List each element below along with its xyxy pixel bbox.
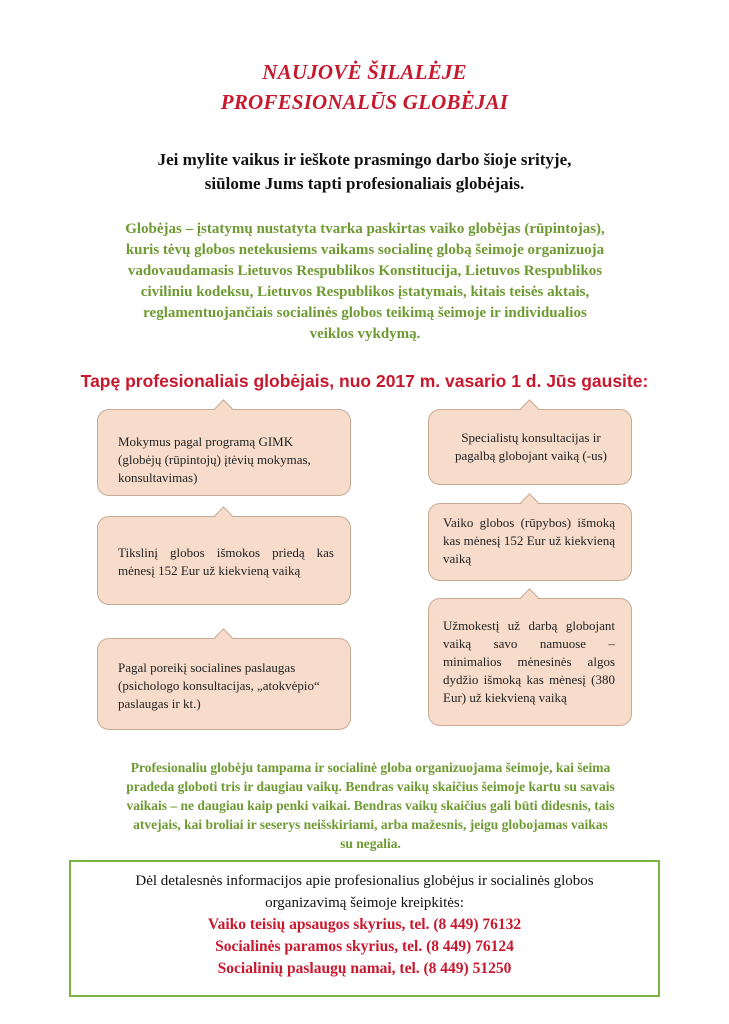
benefit-text: Specialistų konsultacijas ir pagalbą globojant vaiką (-us): [455, 430, 607, 463]
definition-line: veiklos vykdymą.: [309, 326, 421, 342]
benefits-subtitle: Tapę profesionaliais globėjais, nuo 2017 m. vasario 1 d. Jūs gausite:: [80, 371, 649, 391]
definition-line: kuris tėvų globos netekusiems vaikams socialinę globą šeimoje organizuoja: [125, 242, 605, 258]
contact-intro-line-2: organizavimą šeimoje kreipkitės:: [265, 895, 464, 911]
box-tab: [520, 399, 538, 417]
conditions-line: pradeda globoti tris ir daugiau vaikų. Bendras vaikų skaičius šeimoje kartu su savais: [126, 779, 615, 794]
intro-text: [0, 148, 729, 196]
contact-social-support: Socialinės paramos skyrius, tel. (8 449) 76124: [215, 938, 514, 955]
box-tab: [520, 588, 538, 606]
benefit-text: Pagal poreikį socialines paslaugas (psichologo konsultacijas, „atokvėpio“ paslaugas ir kt.): [118, 660, 320, 711]
contact-box: [69, 860, 660, 997]
contact-intro-line-1: Dėl detalesnės informacijos apie profesionalius globėjus ir socialinės globos: [135, 873, 594, 889]
benefit-text: Mokymus pagal programą GIMK (globėjų (rūpintojų) įtėvių mokymas, konsultavimas): [118, 434, 311, 485]
box-tab: [214, 506, 232, 524]
benefit-text: Užmokestį už darbą globojant vaiką savo namuose – minimalios mėnesinės algos dydžio išmoką kas mėnesį (380 Eur) už kiekvieną vaiką: [443, 618, 615, 705]
definition-line: civiliniu kodeksu, Lietuvos Respublikos įstatymais, kitais teisės aktais,: [140, 284, 590, 300]
conditions-line: su negalia.: [340, 836, 401, 851]
box-tab: [214, 399, 232, 417]
benefit-text: Tikslinį globos išmokos priedą kas mėnesį 152 Eur už kiekvieną vaiką: [118, 545, 334, 578]
intro-line-1: Jei mylite vaikus ir ieškote prasmingo darbo šioje srityje,: [157, 150, 572, 169]
definition-line: Globėjas – įstatymų nustatyta tvarka paskirtas vaiko globėjas (rūpintojas),: [125, 221, 605, 237]
benefit-box-social-services: [97, 638, 351, 730]
benefit-box-training: [97, 409, 351, 496]
benefit-box-consultations: [428, 409, 632, 485]
contact-child-rights: Vaiko teisių apsaugos skyrius, tel. (8 449) 76132: [207, 916, 522, 933]
benefit-box-guardianship-allowance: [428, 503, 632, 581]
conditions-line: atvejais, kai broliai ir seserys neišskiriami, arba mažesnis, jeigu globojamas vaikas: [133, 817, 608, 832]
contact-intro: [71, 870, 658, 914]
definition-line: vadovaudamasis Lietuvos Respublikos Konstitucija, Lietuvos Respublikos: [127, 263, 603, 279]
conditions-paragraph: [98, 758, 643, 853]
benefit-box-targeted-supplement: [97, 516, 351, 605]
definition-line: reglamentuojančiais socialinės globos teikimą šeimoje ir individualios: [143, 305, 587, 321]
contact-social-services-home: Socialinių paslaugų namai, tel. (8 449) 51250: [217, 960, 512, 977]
box-tab: [520, 493, 538, 511]
definition-paragraph: [90, 219, 640, 345]
benefit-text: Vaiko globos (rūpybos) išmoką kas mėnesį 152 Eur už kiekvieną vaiką: [443, 515, 615, 566]
box-tab: [214, 628, 232, 646]
conditions-line: Profesionaliu globėju tampama ir socialinė globa organizuojama šeimoje, kai šeima: [130, 760, 611, 775]
intro-line-2: siūlome Jums tapti profesionaliais globėjais.: [204, 174, 525, 193]
conditions-line: vaikais – ne daugiau kaip penki vaikai. Bendras vaikų skaičius gali būti didesnis, tais: [126, 798, 615, 813]
title-line-1: NAUJOVĖ ŠILALĖJE: [262, 60, 467, 84]
title-line-2: PROFESIONALŪS GLOBĖJAI: [220, 90, 509, 114]
benefit-box-payment: [428, 598, 632, 726]
